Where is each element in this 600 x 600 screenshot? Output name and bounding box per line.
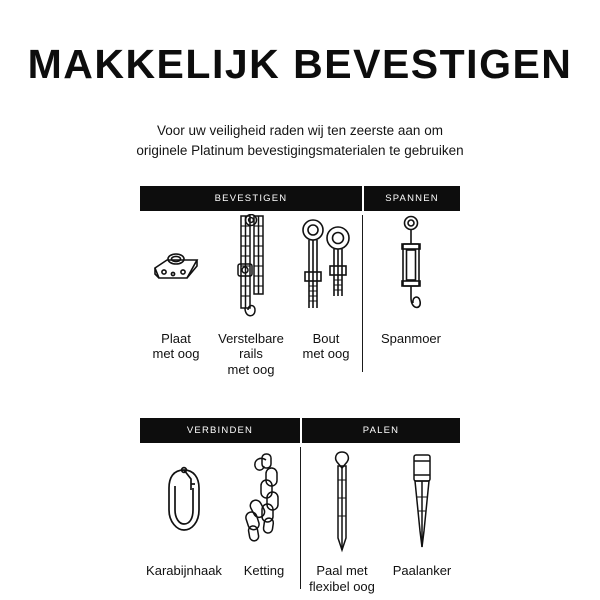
section-2-header-bars xyxy=(140,418,460,443)
carabiner-icon xyxy=(164,443,204,561)
caption-line-2: met oog xyxy=(302,346,350,362)
eye-plate-icon xyxy=(145,211,207,329)
group-bevestigen xyxy=(140,211,362,379)
section-1-divider xyxy=(362,215,363,373)
caption-line-3: met oog xyxy=(227,362,275,378)
item-karabijnhaak xyxy=(140,443,228,595)
item-spanmoer xyxy=(362,211,460,379)
item-plaat-met-oog xyxy=(140,211,212,379)
caption-line-1: Plaat xyxy=(161,330,191,346)
caption-line-1: Ketting xyxy=(243,563,285,579)
caption-line-1: Karabijnhaak xyxy=(146,563,222,579)
caption-line-1: Paal met xyxy=(316,563,368,579)
pole-flexible-eye-icon xyxy=(325,443,359,561)
item-ketting xyxy=(228,443,300,595)
caption-line-2: met oog xyxy=(152,346,200,362)
caption-line-1: Paalanker xyxy=(392,563,452,579)
caption-karabijnhaak xyxy=(146,563,222,579)
section-1-header-bars xyxy=(140,186,460,211)
caption-line-2: rails xyxy=(239,346,263,362)
item-paalanker xyxy=(384,443,460,595)
eye-bolt-icon xyxy=(295,211,357,329)
item-bout-met-oog xyxy=(290,211,362,379)
section-bevestigen-spannen xyxy=(140,186,460,379)
group-verbinden xyxy=(140,443,300,595)
caption-ketting xyxy=(244,563,284,579)
caption-line-1: Verstelbare xyxy=(218,330,284,346)
turnbuckle-icon xyxy=(394,211,428,329)
caption-spanmoer xyxy=(381,331,441,347)
group-spannen xyxy=(362,211,460,379)
section-verbinden-palen xyxy=(140,418,460,595)
adjustable-rail-icon xyxy=(228,211,274,329)
chain-icon xyxy=(236,443,292,561)
caption-bout-met-oog xyxy=(303,331,350,363)
page-title: MAKKELIJK BEVESTIGEN xyxy=(27,41,573,87)
caption-plaat-met-oog xyxy=(153,331,200,363)
section-2-divider xyxy=(300,447,301,589)
caption-line-1: Bout xyxy=(312,330,340,346)
subtitle xyxy=(120,85,480,162)
subtitle-line-1: Voor uw veiligheid raden wij ten zeerste aan om xyxy=(157,123,443,138)
item-verstelbare-rails xyxy=(212,211,290,379)
subtitle-line-2: originele Platinum bevestigingsmaterialen te gebruiken xyxy=(136,143,464,159)
caption-line-1: Spanmoer xyxy=(381,330,441,346)
bar-bevestigen: BEVESTIGEN xyxy=(140,186,362,211)
group-palen xyxy=(300,443,460,595)
section-1-items xyxy=(140,211,460,379)
bar-verbinden: VERBINDEN xyxy=(140,418,300,443)
bar-spannen: SPANNEN xyxy=(362,186,460,211)
section-2-items xyxy=(140,443,460,595)
caption-paal-met-flexibel-oog xyxy=(309,563,375,595)
caption-verstelbare-rails xyxy=(218,331,284,379)
caption-paalanker xyxy=(393,563,452,579)
bar-palen: PALEN xyxy=(300,418,460,443)
ground-anchor-icon xyxy=(404,443,440,561)
item-paal-met-flexibel-oog xyxy=(300,443,384,595)
caption-line-2: flexibel oog xyxy=(309,578,375,594)
